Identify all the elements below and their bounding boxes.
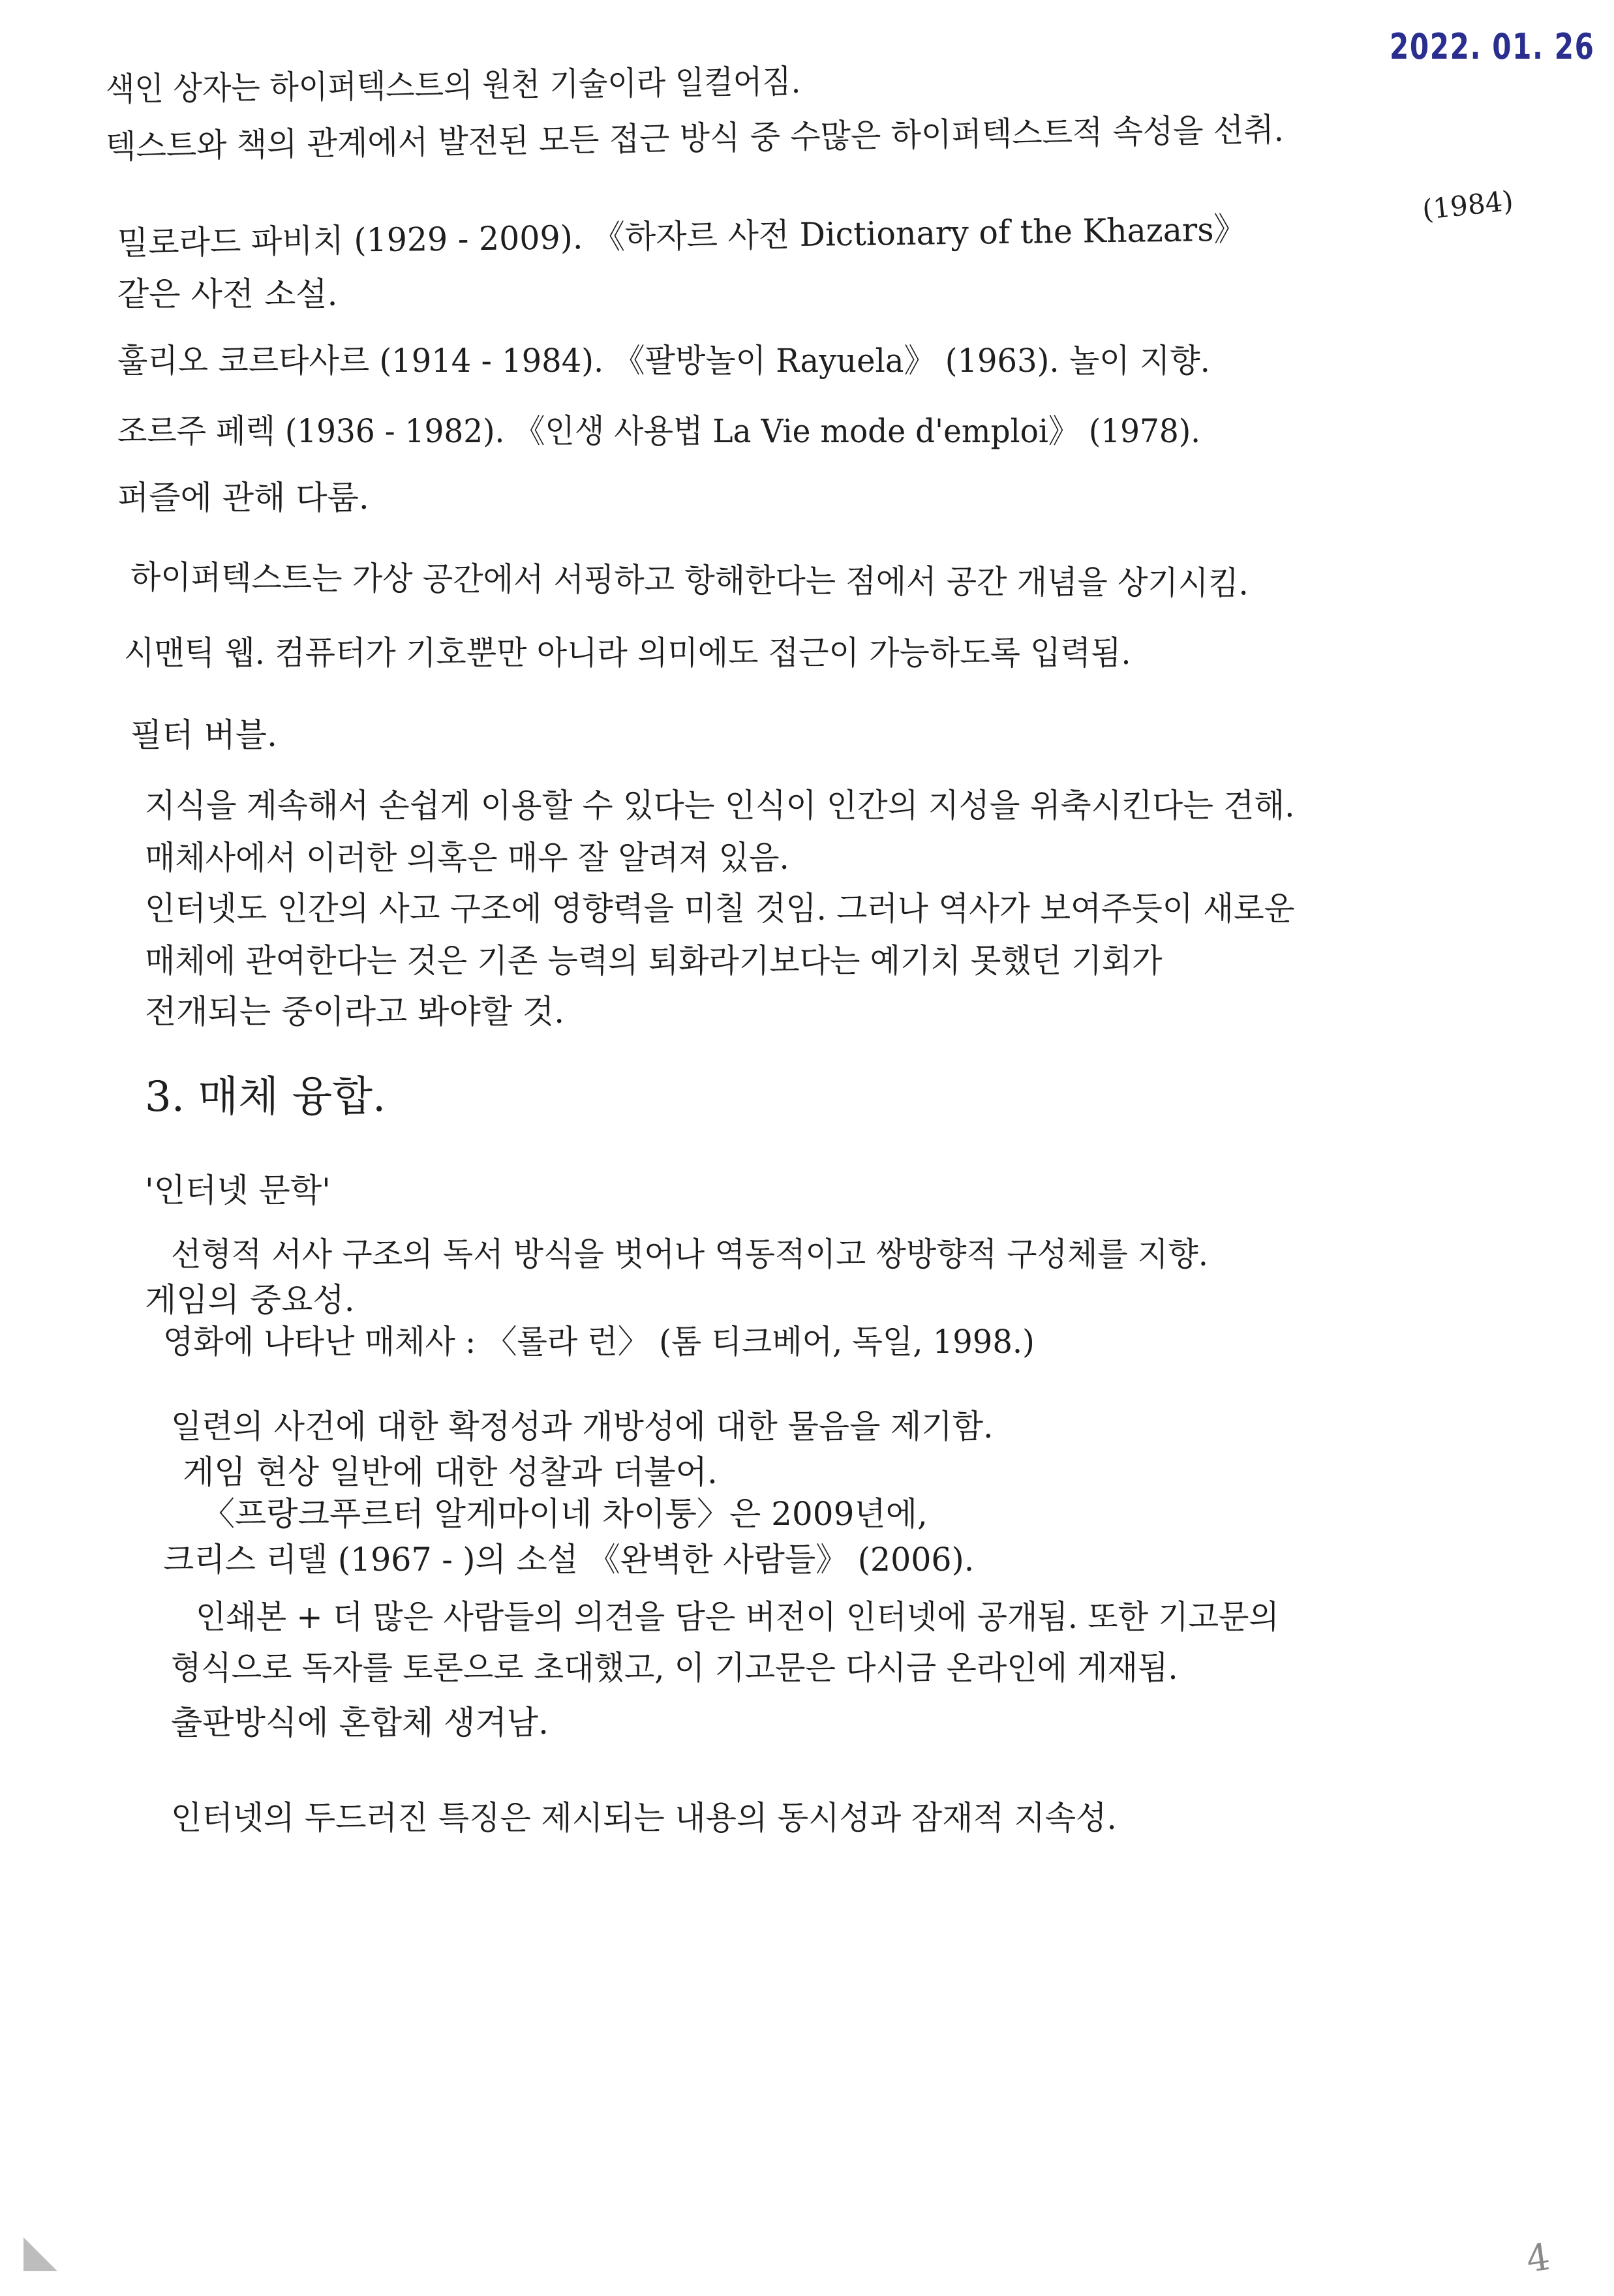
note-line: 밀로라드 파비치 (1929 - 2009). 《하자르 사전 Dictionary of the Khazars》 <box>117 210 1246 262</box>
note-line: 텍스트와 책의 관계에서 발전된 모든 접근 방식 중 수많은 하이퍼텍스트적 속성을 선취. <box>105 110 1285 166</box>
note-line: 게임 현상 일반에 대한 성찰과 더불어. <box>183 1453 718 1491</box>
date-stamp: 2022. 01. 26 <box>1390 26 1595 67</box>
note-line: 출판방식에 혼합체 생겨남. <box>171 1704 549 1742</box>
note-line: '인터넷 문학' <box>145 1171 331 1209</box>
note-line: 형식으로 독자를 토론으로 초대했고, 이 기고문은 다시금 온라인에 게재됨. <box>171 1649 1178 1687</box>
note-line: 〈프랑크푸르터 알게마이네 차이퉁〉은 2009년에, <box>202 1495 928 1533</box>
note-line: 조르주 페렉 (1936 - 1982). 《인생 사용법 La Vie mode d'emploi》 (1978). <box>117 412 1201 450</box>
note-line: 매체에 관여한다는 것은 기존 능력의 퇴화라기보다는 예기치 못했던 기회가 <box>145 942 1163 980</box>
note-line: 선형적 서사 구조의 독서 방식을 벗어나 역동적이고 쌍방향적 구성체를 지향. <box>171 1235 1208 1273</box>
note-line: 매체사에서 이러한 의혹은 매우 잘 알려져 있음. <box>145 839 789 877</box>
note-line: 같은 사전 소설. <box>117 275 338 313</box>
note-line: 지식을 계속해서 손쉽게 이용할 수 있다는 인식이 인간의 지성을 위축시킨다는 견해. <box>145 787 1295 824</box>
note-line: 전개되는 중이라고 봐야할 것. <box>145 993 565 1031</box>
note-line: 시맨틱 웹. 컴퓨터가 기호뿐만 아니라 의미에도 접근이 가능하도록 입력됨. <box>124 634 1131 672</box>
note-line: 퍼즐에 관해 다룸. <box>117 479 369 517</box>
note-line: 일련의 사건에 대한 확정성과 개방성에 대한 물음을 제기함. <box>171 1408 994 1445</box>
page-number: 4 <box>1523 2235 1553 2282</box>
note-line: 게임의 중요성. <box>145 1281 355 1319</box>
superscript-year: (1984) <box>1420 184 1515 226</box>
note-line: 영화에 나타난 매체사 : 〈롤라 런〉 (톰 티크베어, 독일, 1998.) <box>163 1323 1035 1361</box>
note-line: 훌리오 코르타사르 (1914 - 1984). 《팔방놀이 Rayuela》 (1963). 놀이 지향. <box>117 342 1210 380</box>
note-line: 크리스 리델 (1967 - )의 소설 《완벽한 사람들》 (2006). <box>163 1541 975 1578</box>
corner-fold-mark <box>23 2237 57 2271</box>
note-line: 인쇄본 + 더 많은 사람들의 의견을 담은 버전이 인터넷에 공개됨. 또한 기고문의 <box>196 1598 1279 1636</box>
note-line: 필터 버블. <box>130 716 277 754</box>
note-line: 색인 상자는 하이퍼텍스트의 원천 기술이라 일컬어짐. <box>105 62 801 108</box>
note-line: 하이퍼텍스트는 가상 공간에서 서핑하고 항해한다는 점에서 공간 개념을 상기시킴. <box>130 558 1249 603</box>
note-line: 인터넷도 인간의 사고 구조에 영향력을 미칠 것임. 그러나 역사가 보여주듯이 새로운 <box>145 890 1295 928</box>
note-line: 인터넷의 두드러진 특징은 제시되는 내용의 동시성과 잠재적 지속성. <box>171 1799 1117 1837</box>
section-heading: 3. 매체 융합. <box>145 1073 386 1121</box>
